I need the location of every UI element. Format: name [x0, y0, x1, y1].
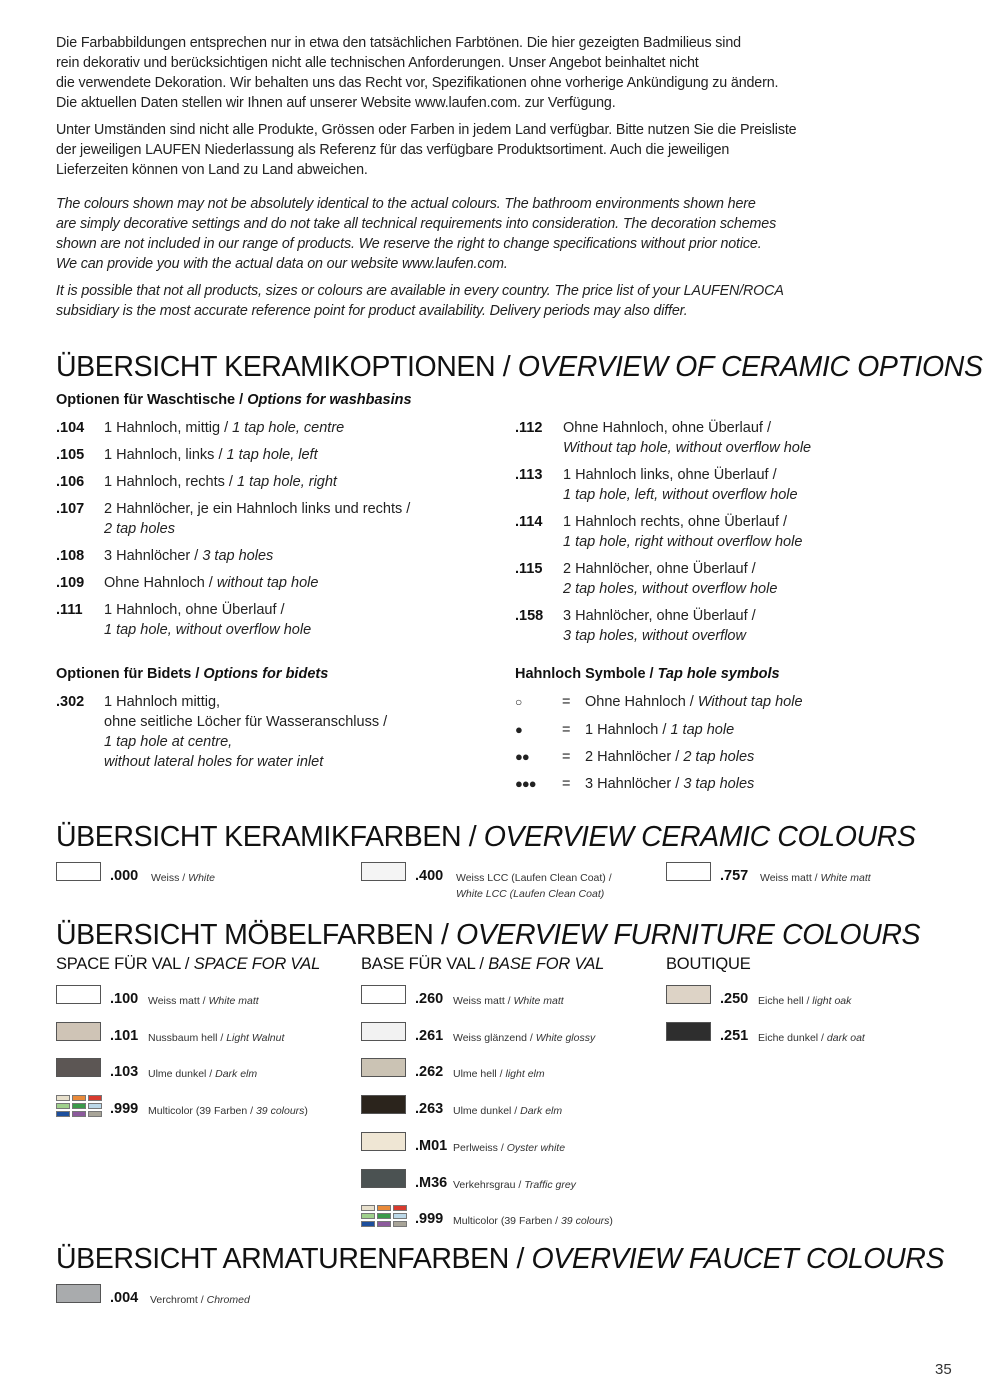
symbol-en: Without tap hole: [697, 694, 803, 710]
colour-code: .M01: [415, 1137, 448, 1154]
option-code: .113: [515, 467, 543, 483]
option-code: .114: [515, 514, 543, 530]
disclaimer-en-1: [56, 194, 776, 274]
option-code: .158: [515, 608, 544, 624]
symbol-de: 2 Hahnlöcher /: [585, 749, 684, 765]
colour-chip: [377, 1205, 391, 1211]
colour-chip: [56, 1111, 70, 1117]
colour-name: [148, 1105, 308, 1117]
equals-sign: =: [562, 694, 571, 710]
colour-de: Ulme dunkel /: [453, 1105, 521, 1118]
heading-de: Hahnloch Symbole /: [515, 666, 658, 682]
section-title-furniture-colours: [56, 918, 920, 952]
option-en: without lateral holes for water inlet: [104, 754, 324, 770]
heading-en: Options for washbasins: [247, 392, 412, 408]
heading-de: Optionen für Waschtische /: [56, 392, 248, 408]
title-de: ÜBERSICHT ARMATURENFARBEN /: [56, 1243, 532, 1275]
text-line: are simply decorative settings and do not take all technical requirements into consideration. The decoration schemes: [56, 216, 777, 232]
colour-name: [453, 1142, 565, 1154]
option-de: 1 Hahnloch, ohne Überlauf /: [104, 602, 285, 618]
colour-chip: [56, 1095, 70, 1101]
multicolor-swatch-icon: [56, 1095, 103, 1119]
option-en: 1 tap hole, left, without overflow hole: [563, 487, 798, 503]
option-de: 3 Hahnlöcher, ohne Überlauf /: [563, 608, 756, 624]
option-code: .112: [515, 420, 543, 436]
symbol-de: 1 Hahnloch /: [585, 722, 671, 738]
colour-chip: [72, 1111, 86, 1117]
colour-en: Dark elm: [215, 1068, 258, 1081]
colour-en: White LCC (Laufen Clean Coat): [456, 888, 605, 900]
option-de: 1 Hahnloch mittig,: [104, 694, 221, 710]
colour-de: Verchromt /: [150, 1294, 207, 1306]
colour-code: .004: [110, 1290, 139, 1306]
colour-name: [758, 995, 851, 1007]
colour-code: .260: [415, 991, 444, 1007]
colour-en: Dark elm: [520, 1105, 563, 1118]
one-dot-icon: ●: [515, 722, 522, 737]
option-en: 1 tap hole, centre: [232, 420, 345, 436]
colour-code: .262: [415, 1064, 444, 1081]
colour-code: .103: [110, 1064, 139, 1081]
option-de: 1 Hahnloch, rechts /: [104, 474, 237, 490]
heading-de: BASE FÜR VAL /: [361, 955, 489, 973]
colour-de: Weiss matt /: [760, 872, 821, 884]
text-line: shown are not included in our range of products. We reserve the right to change specifications without prior notice.: [56, 236, 762, 252]
colour-chip: [393, 1221, 407, 1227]
option-de: 2 Hahnlöcher, ohne Überlauf /: [563, 561, 756, 577]
colour-name: [758, 1032, 865, 1044]
symbol-de: Ohne Hahnloch /: [585, 694, 698, 710]
text-line: der jeweiligen LAUFEN Niederlassung als Referenz für das verfügbare Produktsortiment. Auch die jeweiligen: [56, 142, 730, 158]
colour-de: Weiss LCC (Laufen Clean Coat) /: [456, 872, 612, 884]
title-en: OVERVIEW FAUCET COLOURS: [531, 1243, 945, 1275]
colour-de: Weiss /: [151, 872, 189, 884]
colour-en: White glossy: [535, 1031, 596, 1044]
heading-en: SPACE FOR VAL: [193, 955, 321, 973]
text-line: Lieferzeiten können von Land zu Land abweichen.: [56, 162, 368, 178]
colour-swatch: [361, 1058, 406, 1077]
heading-de: SPACE FÜR VAL /: [56, 955, 194, 973]
colour-name: [148, 1068, 257, 1080]
colour-chip: [361, 1213, 375, 1219]
empty-circle-icon: ○: [515, 695, 522, 709]
colour-swatch: [666, 1022, 711, 1041]
colour-code: .261: [415, 1027, 444, 1044]
colour-en: Chromed: [206, 1294, 250, 1306]
option-en: 1 tap hole, without overflow hole: [104, 622, 312, 638]
colour-chip: [88, 1111, 102, 1117]
option-code: .108: [56, 548, 85, 564]
colour-de: Verkehrsgrau /: [453, 1178, 525, 1191]
colour-chip: [393, 1213, 407, 1219]
colour-en: White matt: [208, 995, 259, 1007]
heading-en: Options for bidets: [203, 666, 329, 682]
option-de: 3 Hahnlöcher /: [104, 548, 203, 564]
text-line: Die Farbabbildungen entsprechen nur in etwa den tatsächlichen Farbtönen. Die hier gezeigten Badmilieus sind: [56, 35, 741, 51]
colour-code: .M36: [415, 1174, 448, 1191]
bidet-options-heading: [56, 666, 328, 682]
colour-chip: [377, 1213, 391, 1219]
colour-swatch: [56, 1284, 101, 1303]
colour-swatch: [361, 1095, 406, 1114]
section-title-ceramic-options: [56, 350, 983, 384]
text-line: Die aktuellen Daten stellen wir Ihnen auf unserer Website www.laufen.com. zur Verfügung.: [56, 95, 616, 111]
option-code: .106: [56, 474, 85, 490]
option-de: 1 Hahnloch links, ohne Überlauf /: [563, 467, 777, 483]
colour-en: Light Walnut: [226, 1031, 285, 1044]
heading-de: Optionen für Bidets /: [56, 666, 204, 682]
column-heading-base-for-val: [361, 955, 604, 974]
colour-code: .000: [110, 868, 139, 884]
option-en: 2 tap holes: [104, 521, 175, 537]
colour-swatch: [56, 862, 101, 881]
heading-en: Tap hole symbols: [657, 666, 780, 682]
title-de: ÜBERSICHT KERAMIKFARBEN /: [56, 821, 484, 853]
colour-de: Nussbaum hell /: [148, 1031, 227, 1044]
colour-de: Ulme dunkel /: [148, 1068, 216, 1081]
colour-chip: [361, 1205, 375, 1211]
colour-code: .757: [720, 868, 749, 884]
option-de: 1 Hahnloch, mittig /: [104, 420, 233, 436]
column-heading-space-for-val: [56, 955, 320, 974]
colour-swatch: [666, 985, 711, 1004]
colour-swatch: [361, 985, 406, 1004]
colour-swatch: [56, 1058, 101, 1077]
option-code: .104: [56, 420, 85, 436]
section-title-ceramic-colours: [56, 820, 915, 854]
colour-en: light elm: [505, 1068, 545, 1081]
option-en: 3 tap holes, without overflow: [563, 628, 746, 644]
option-de: 1 Hahnloch, links /: [104, 447, 227, 463]
text-line: We can provide you with the actual data on our website www.laufen.com.: [56, 256, 508, 272]
colour-swatch: [56, 985, 101, 1004]
option-en: without tap hole: [216, 575, 319, 591]
colour-name: [453, 1215, 613, 1227]
colour-en: Oyster white: [506, 1141, 566, 1154]
colour-code: .250: [720, 991, 749, 1007]
colour-swatch: [361, 1132, 406, 1151]
colour-code: .400: [415, 868, 444, 884]
colour-code: .101: [110, 1027, 139, 1044]
two-dots-icon: ●●: [515, 749, 529, 764]
colour-name: [453, 1032, 595, 1044]
option-code: .109: [56, 575, 85, 591]
colour-code: .251: [720, 1027, 749, 1044]
colour-en: 39 colours: [560, 1215, 610, 1228]
colour-chip: [56, 1103, 70, 1109]
colour-chip: [88, 1095, 102, 1101]
equals-sign: =: [562, 776, 571, 792]
colour-en: 39 colours: [255, 1105, 305, 1118]
symbol-en: 1 tap hole: [670, 722, 735, 738]
colour-code: .999: [415, 1211, 444, 1228]
colour-swatch: [56, 1022, 101, 1041]
colour-en: White matt: [513, 995, 564, 1007]
colour-de: Weiss glänzend /: [453, 1031, 536, 1044]
colour-de: Eiche hell /: [758, 995, 813, 1007]
colour-chip: [72, 1095, 86, 1101]
option-en: 1 tap hole, right without overflow hole: [563, 534, 803, 550]
colour-name: [148, 1032, 284, 1044]
colour-de: Multicolor (39 Farben /: [148, 1105, 256, 1118]
title-de: ÜBERSICHT KERAMIKOPTIONEN /: [56, 351, 518, 383]
colour-chip: [88, 1103, 102, 1109]
text-line: die verwendete Dekoration. Wir behalten uns das Recht vor, Spezifikationen ohne vorherige Ankündigung zu ändern.: [56, 75, 779, 91]
page-number: 35: [935, 1361, 952, 1378]
title-en: OVERVIEW CERAMIC COLOURS: [483, 821, 916, 853]
disclaimer-de-2: [56, 120, 796, 180]
option-en: 1 tap hole, left: [226, 447, 318, 463]
colour-code: .100: [110, 991, 139, 1007]
colour-suffix: ): [609, 1215, 613, 1228]
colour-swatch: [361, 1169, 406, 1188]
tap-hole-symbols-heading: [515, 666, 780, 682]
colour-en: dark oat: [826, 1031, 865, 1044]
column-heading-boutique: [666, 955, 751, 974]
option-en: 2 tap holes, without overflow hole: [563, 581, 778, 597]
option-de: Ohne Hahnloch /: [104, 575, 217, 591]
colour-name: [453, 1179, 576, 1191]
colour-name: [148, 995, 259, 1007]
colour-chip: [393, 1205, 407, 1211]
colour-en: light oak: [812, 995, 852, 1007]
equals-sign: =: [562, 722, 571, 738]
colour-de: Weiss matt /: [148, 995, 209, 1007]
option-code: .302: [56, 694, 85, 710]
text-line: rein dekorativ und berücksichtigen nicht alle technischen Anforderungen. Unser Angebot beinhaltet nicht: [56, 55, 699, 71]
option-de: ohne seitliche Löcher für Wasseranschluss /: [104, 714, 388, 730]
equals-sign: =: [562, 749, 571, 765]
title-en: OVERVIEW FURNITURE COLOURS: [456, 919, 921, 951]
disclaimer-en-2: [56, 281, 784, 321]
disclaimer-de-1: [56, 33, 778, 113]
heading-en: BASE FOR VAL: [488, 955, 605, 973]
colour-de: Multicolor (39 Farben /: [453, 1215, 561, 1228]
colour-code: .999: [110, 1101, 139, 1118]
colour-swatch: [361, 1022, 406, 1041]
colour-chip: [377, 1221, 391, 1227]
colour-en: White: [188, 872, 215, 884]
colour-de: Weiss matt /: [453, 995, 514, 1007]
option-de: 1 Hahnloch rechts, ohne Überlauf /: [563, 514, 788, 530]
option-code: .115: [515, 561, 543, 577]
colour-de: Eiche dunkel /: [758, 1031, 827, 1044]
text-line: Unter Umständen sind nicht alle Produkte, Grössen oder Farben in jedem Land verfügbar. Bitte nutzen Sie die Preisliste: [56, 122, 797, 138]
symbol-en: 3 tap holes: [683, 776, 755, 792]
option-en: Without tap hole, without overflow hole: [563, 440, 812, 456]
title-de: ÜBERSICHT MÖBELFARBEN /: [56, 919, 457, 951]
washbasin-options-heading: [56, 392, 412, 408]
section-title-faucet-colours: [56, 1242, 944, 1276]
colour-suffix: ): [304, 1105, 308, 1118]
colour-en: White matt: [820, 872, 871, 884]
colour-name: [453, 1068, 545, 1080]
text-line: The colours shown may not be absolutely identical to the actual colours. The bathroom environments shown here: [56, 196, 756, 212]
symbol-de: 3 Hahnlöcher /: [585, 776, 684, 792]
colour-swatch: [361, 862, 406, 881]
option-code: .105: [56, 447, 85, 463]
three-dots-icon: ●●●: [515, 776, 536, 791]
option-code: .107: [56, 501, 85, 517]
option-de: Ohne Hahnloch, ohne Überlauf /: [563, 420, 771, 436]
multicolor-swatch-icon: [361, 1205, 408, 1229]
colour-chip: [361, 1221, 375, 1227]
option-en: 1 tap hole, right: [237, 474, 337, 490]
option-code: .111: [56, 602, 83, 618]
text-line: subsidiary is the most accurate reference point for product availability. Delivery periods may also differ.: [56, 303, 688, 319]
option-de: 2 Hahnlöcher, je ein Hahnloch links und rechts /: [104, 501, 411, 517]
title-en: OVERVIEW OF CERAMIC OPTIONS: [517, 351, 983, 383]
colour-name: [453, 995, 564, 1007]
colour-swatch: [666, 862, 711, 881]
colour-de: Perlweiss /: [453, 1141, 507, 1154]
colour-name: [453, 1105, 562, 1117]
colour-en: Traffic grey: [524, 1178, 576, 1191]
symbol-en: 2 tap holes: [683, 749, 755, 765]
colour-de: Ulme hell /: [453, 1068, 506, 1081]
option-en: 1 tap hole at centre,: [104, 734, 233, 750]
text-line: It is possible that not all products, sizes or colours are available in every country. The price list of your LAUFEN/ROCA: [56, 283, 784, 299]
colour-chip: [72, 1103, 86, 1109]
colour-code: .263: [415, 1101, 444, 1118]
option-en: 3 tap holes: [202, 548, 274, 564]
heading-de: BOUTIQUE: [666, 955, 751, 973]
